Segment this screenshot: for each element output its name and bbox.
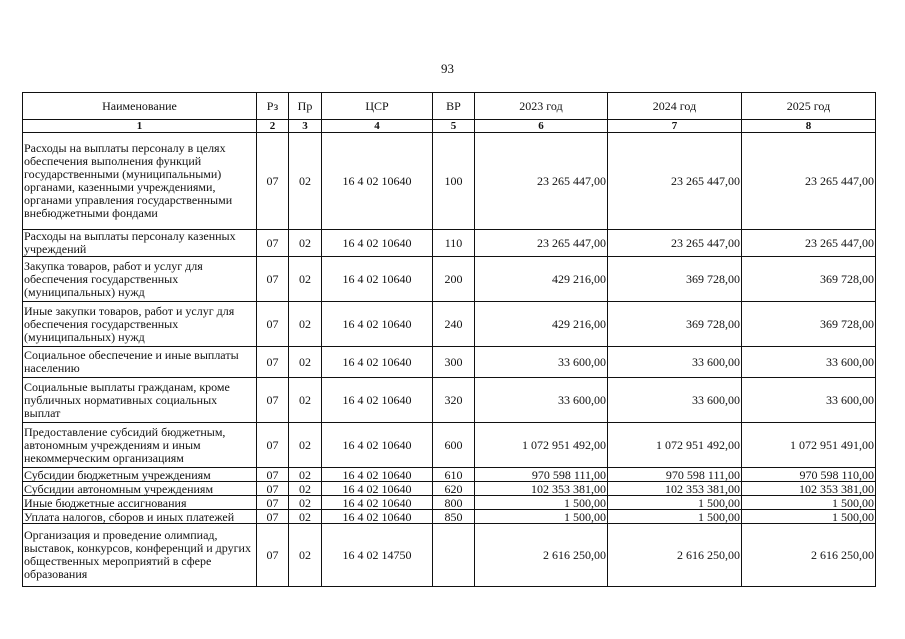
row-2025-cell: 970 598 110,00 — [742, 468, 876, 482]
row-vr-cell: 620 — [433, 482, 475, 496]
row-2023-cell: 23 265 447,00 — [475, 230, 608, 257]
table-row — [23, 257, 876, 302]
row-name-cell: Социальные выплаты гражданам, кроме публичных нормативных социальных выплат — [23, 378, 257, 423]
row-2025-cell: 102 353 381,00 — [742, 482, 876, 496]
row-vr-cell: 800 — [433, 496, 475, 510]
row-2023-cell: 33 600,00 — [475, 378, 608, 423]
row-2024-cell: 33 600,00 — [608, 347, 742, 378]
column-index-row — [23, 120, 876, 133]
row-name-cell: Иные бюджетные ассигнования — [23, 496, 257, 510]
row-2023-cell: 429 216,00 — [475, 302, 608, 347]
row-csr-cell: 16 4 02 10640 — [322, 257, 433, 302]
row-vr-cell: 300 — [433, 347, 475, 378]
row-2025-cell: 33 600,00 — [742, 347, 876, 378]
index-cell: 7 — [608, 120, 742, 133]
row-2025-cell: 1 072 951 491,00 — [742, 423, 876, 468]
row-name-cell: Закупка товаров, работ и услуг для обеспечения государственных (муниципальных) нужд — [23, 257, 257, 302]
row-vr-cell: 200 — [433, 257, 475, 302]
row-pr-cell: 02 — [289, 510, 322, 524]
row-rz-cell: 07 — [257, 133, 289, 230]
row-pr-cell: 02 — [289, 468, 322, 482]
row-2023-cell: 1 500,00 — [475, 496, 608, 510]
row-vr-cell — [433, 524, 475, 587]
row-2024-cell: 23 265 447,00 — [608, 230, 742, 257]
row-pr-cell: 02 — [289, 482, 322, 496]
table-row — [23, 510, 876, 524]
header-cell-csr: ЦСР — [322, 93, 433, 120]
page-number: 93 — [441, 61, 454, 76]
header-cell-name: Наименование — [23, 93, 257, 120]
row-rz-cell: 07 — [257, 510, 289, 524]
row-2025-cell: 369 728,00 — [742, 302, 876, 347]
row-vr-cell: 850 — [433, 510, 475, 524]
row-pr-cell: 02 — [289, 302, 322, 347]
row-2024-cell: 970 598 111,00 — [608, 468, 742, 482]
row-name-cell: Иные закупки товаров, работ и услуг для обеспечения государственных (муниципальных) нужд — [23, 302, 257, 347]
row-rz-cell: 07 — [257, 496, 289, 510]
index-cell: 4 — [322, 120, 433, 133]
row-2023-cell: 1 500,00 — [475, 510, 608, 524]
row-2025-cell: 23 265 447,00 — [742, 133, 876, 230]
row-pr-cell: 02 — [289, 496, 322, 510]
row-2023-cell: 23 265 447,00 — [475, 133, 608, 230]
row-vr-cell: 320 — [433, 378, 475, 423]
header-cell-2023: 2023 год — [475, 93, 608, 120]
row-name-cell: Предоставление субсидий бюджетным, автономным учреждениям и иным некоммерческим организациям — [23, 423, 257, 468]
table-row — [23, 347, 876, 378]
row-2024-cell: 1 500,00 — [608, 510, 742, 524]
row-name-cell: Организация и проведение олимпиад, выставок, конкурсов, конференций и других общественных мероприятий в сфере образования — [23, 524, 257, 587]
index-cell: 1 — [23, 120, 257, 133]
row-pr-cell: 02 — [289, 257, 322, 302]
row-rz-cell: 07 — [257, 423, 289, 468]
table-row — [23, 482, 876, 496]
row-name-cell: Расходы на выплаты персоналу казенных учреждений — [23, 230, 257, 257]
row-2025-cell: 1 500,00 — [742, 510, 876, 524]
row-rz-cell: 07 — [257, 524, 289, 587]
row-pr-cell: 02 — [289, 133, 322, 230]
index-cell: 8 — [742, 120, 876, 133]
header-cell-2024: 2024 год — [608, 93, 742, 120]
row-vr-cell: 110 — [433, 230, 475, 257]
row-csr-cell: 16 4 02 10640 — [322, 302, 433, 347]
row-name-cell: Расходы на выплаты персоналу в целях обеспечения выполнения функций государственными (муниципальными) органами, казенными учреждениями, органами управления государственными внебюджетными фондами — [23, 133, 257, 230]
row-pr-cell: 02 — [289, 347, 322, 378]
row-csr-cell: 16 4 02 10640 — [322, 468, 433, 482]
row-name-cell: Субсидии автономным учреждениям — [23, 482, 257, 496]
row-csr-cell: 16 4 02 10640 — [322, 133, 433, 230]
row-2025-cell: 1 500,00 — [742, 496, 876, 510]
row-csr-cell: 16 4 02 10640 — [322, 482, 433, 496]
row-pr-cell: 02 — [289, 230, 322, 257]
row-rz-cell: 07 — [257, 378, 289, 423]
row-name-cell: Субсидии бюджетным учреждениям — [23, 468, 257, 482]
header-cell-pr: Пр — [289, 93, 322, 120]
row-pr-cell: 02 — [289, 524, 322, 587]
row-2024-cell: 369 728,00 — [608, 302, 742, 347]
row-csr-cell: 16 4 02 10640 — [322, 510, 433, 524]
row-rz-cell: 07 — [257, 230, 289, 257]
row-name-cell: Уплата налогов, сборов и иных платежей — [23, 510, 257, 524]
row-name-cell: Социальное обеспечение и иные выплаты населению — [23, 347, 257, 378]
row-pr-cell: 02 — [289, 423, 322, 468]
row-csr-cell: 16 4 02 10640 — [322, 347, 433, 378]
index-cell: 5 — [433, 120, 475, 133]
row-2024-cell: 1 500,00 — [608, 496, 742, 510]
table-row — [23, 524, 876, 587]
table-row — [23, 468, 876, 482]
budget-table — [22, 92, 876, 587]
index-cell: 6 — [475, 120, 608, 133]
row-2023-cell: 1 072 951 492,00 — [475, 423, 608, 468]
row-2023-cell: 33 600,00 — [475, 347, 608, 378]
row-2024-cell: 2 616 250,00 — [608, 524, 742, 587]
row-rz-cell: 07 — [257, 302, 289, 347]
row-rz-cell: 07 — [257, 468, 289, 482]
header-cell-2025: 2025 год — [742, 93, 876, 120]
row-vr-cell: 600 — [433, 423, 475, 468]
row-2023-cell: 970 598 111,00 — [475, 468, 608, 482]
row-2025-cell: 2 616 250,00 — [742, 524, 876, 587]
row-2024-cell: 23 265 447,00 — [608, 133, 742, 230]
table-row — [23, 302, 876, 347]
row-vr-cell: 240 — [433, 302, 475, 347]
row-2024-cell: 102 353 381,00 — [608, 482, 742, 496]
index-cell: 3 — [289, 120, 322, 133]
table-row — [23, 378, 876, 423]
row-rz-cell: 07 — [257, 347, 289, 378]
row-2023-cell: 2 616 250,00 — [475, 524, 608, 587]
header-cell-rz: Рз — [257, 93, 289, 120]
row-csr-cell: 16 4 02 10640 — [322, 378, 433, 423]
row-2025-cell: 33 600,00 — [742, 378, 876, 423]
row-2025-cell: 23 265 447,00 — [742, 230, 876, 257]
row-2023-cell: 429 216,00 — [475, 257, 608, 302]
row-2023-cell: 102 353 381,00 — [475, 482, 608, 496]
row-csr-cell: 16 4 02 14750 — [322, 524, 433, 587]
table-row — [23, 423, 876, 468]
row-rz-cell: 07 — [257, 482, 289, 496]
index-cell: 2 — [257, 120, 289, 133]
row-csr-cell: 16 4 02 10640 — [322, 496, 433, 510]
row-csr-cell: 16 4 02 10640 — [322, 423, 433, 468]
row-2024-cell: 369 728,00 — [608, 257, 742, 302]
row-2025-cell: 369 728,00 — [742, 257, 876, 302]
row-csr-cell: 16 4 02 10640 — [322, 230, 433, 257]
row-rz-cell: 07 — [257, 257, 289, 302]
table-row — [23, 230, 876, 257]
header-cell-vr: ВР — [433, 93, 475, 120]
row-vr-cell: 100 — [433, 133, 475, 230]
table-row — [23, 133, 876, 230]
row-2024-cell: 33 600,00 — [608, 378, 742, 423]
header-row — [23, 93, 876, 120]
row-2024-cell: 1 072 951 492,00 — [608, 423, 742, 468]
row-vr-cell: 610 — [433, 468, 475, 482]
table-row — [23, 496, 876, 510]
row-pr-cell: 02 — [289, 378, 322, 423]
